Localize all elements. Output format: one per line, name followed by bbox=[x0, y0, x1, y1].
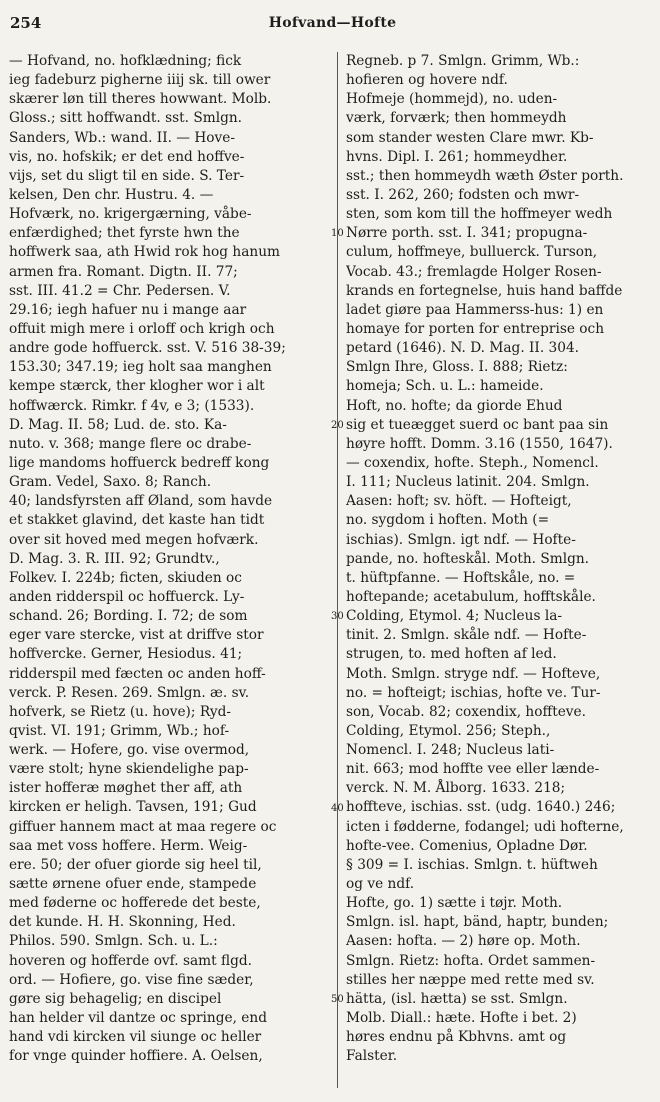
left-column-line: hoveren og hofferde ovf. samt flgd. bbox=[9, 952, 252, 969]
right-column-line: Molb. Diall.: hæte. Hofte i bet. 2) bbox=[346, 1010, 577, 1027]
line-number: 10 bbox=[331, 228, 344, 240]
left-column-line: Gram. Vedel, Saxo. 8; Ranch. bbox=[9, 474, 212, 491]
left-column-line: skærer løn till theres howwant. Molb. bbox=[9, 91, 272, 108]
line-number: 40 bbox=[331, 802, 344, 814]
left-column-line: 153.30; 347.19; ieg holt saa manghen bbox=[9, 359, 272, 376]
left-column-line: andre gode hoffuerck. sst. V. 516 38-39; bbox=[9, 340, 286, 357]
right-column-line: nit. 663; mod hoffte vee eller lænde- bbox=[346, 761, 600, 778]
left-column-line: 40; landsfyrsten aff Øland, som havde bbox=[9, 493, 273, 510]
left-column-line: det kunde. H. H. Skonning, Hed. bbox=[9, 914, 236, 931]
right-column-line: tinit. 2. Smlgn. skåle ndf. — Hofte- bbox=[346, 627, 587, 644]
right-column-line: Colding, Etymol. 4; Nucleus la- bbox=[346, 608, 562, 625]
left-column-line: — Hofvand, no. hofklædning; fick bbox=[9, 53, 242, 69]
right-column-line: hofieren og hovere ndf. bbox=[346, 72, 508, 89]
left-column-line: hoffvercke. Gerner, Hesiodus. 41; bbox=[9, 646, 243, 663]
left-column-line: vijs, set du sligt til en side. S. Ter- bbox=[9, 167, 245, 184]
left-column-line: over sit hoved med megen hofværk. bbox=[9, 531, 259, 548]
left-column-line: eger vare stercke, vist at driffve stor bbox=[9, 627, 264, 644]
right-column-line: homeja; Sch. u. L.: hameide. bbox=[346, 378, 544, 395]
right-column-line: no. sygdom i hoften. Moth (= bbox=[346, 512, 550, 529]
left-column-line: han helder vil dantze oc springe, end bbox=[9, 1010, 267, 1027]
left-column-line: ieg fadeburz pigherne iiij sk. till ower bbox=[9, 72, 271, 89]
left-column-line: enfærdighed; thet fyrste hwn the bbox=[9, 225, 240, 242]
line-number: 50 bbox=[331, 994, 344, 1006]
right-column-line: ischias). Smlgn. igt ndf. — Hofte- bbox=[346, 531, 576, 548]
right-column-line: hoffteve, ischias. sst. (udg. 1640.) 246; bbox=[346, 799, 616, 816]
right-column-line: sten, som kom till the hoffmeyer wedh bbox=[346, 206, 613, 223]
left-column-line: Sanders, Wb.: wand. II. — Hove- bbox=[9, 129, 235, 146]
right-column-line: ladet giøre paa Hammerss-hus: 1) en bbox=[346, 301, 604, 318]
page-number: 254 bbox=[10, 14, 42, 32]
right-column-line: homaye for porten for entreprise och bbox=[346, 320, 605, 337]
right-column-line: icten i fødderne, fodangel; udi hofterne, bbox=[346, 818, 624, 835]
right-column-line: Moth. Smlgn. stryge ndf. — Hofteve, bbox=[346, 665, 601, 682]
right-column-line: Falster. bbox=[346, 1048, 398, 1065]
right-column-line: værk, forværk; then hommeydh bbox=[346, 110, 567, 127]
right-column-line: Hoft, no. hofte; da giorde Ehud bbox=[346, 397, 563, 414]
left-column bbox=[9, 52, 331, 1066]
left-column-line: for vnge quinder hoffiere. A. Oelsen, bbox=[9, 1048, 263, 1065]
right-column-line: — coxendix, hofte. Steph., Nomencl. bbox=[346, 454, 599, 471]
column-divider bbox=[337, 52, 338, 1088]
page-header bbox=[10, 6, 655, 36]
left-column-line: hoffwerk saa, ath Hwid rok hog hanum bbox=[9, 244, 280, 261]
right-column-line: Regneb. p 7. Smlgn. Grimm, Wb.: bbox=[346, 53, 580, 69]
right-column-line: sst.; then hommeydh wæth Øster porth. bbox=[346, 167, 624, 184]
right-column-line: hoftepande; acetabulum, hofftskåle. bbox=[346, 588, 596, 605]
running-head: Hofvand—Hofte bbox=[268, 15, 397, 31]
left-column-line: saa met voss hoffere. Herm. Weig- bbox=[9, 837, 248, 854]
right-column-line: Smlgn. Rietz: hofta. Ordet sammen- bbox=[346, 952, 596, 969]
right-column-line: Aasen: hofta. — 2) høre op. Moth. bbox=[346, 933, 581, 950]
left-column-line: ere. 50; der ofuer giorde sig heel til, bbox=[9, 856, 262, 873]
right-column-line: som stander westen Clare mwr. Kb- bbox=[346, 129, 594, 146]
right-column-line: Hofte, go. 1) sætte i tøjr. Moth. bbox=[346, 895, 563, 912]
right-column-line: høyre hofft. Domm. 3.16 (1550, 1647). bbox=[346, 435, 613, 452]
left-column-line: Hofværk, no. krigergærning, våbe- bbox=[9, 206, 252, 223]
left-column-line: schand. 26; Bording. I. 72; de som bbox=[9, 608, 248, 625]
left-column-line: kircken er heligh. Tavsen, 191; Gud bbox=[9, 799, 257, 816]
right-column-line: petard (1646). N. D. Mag. II. 304. bbox=[346, 340, 580, 357]
right-column-line: Smlgn. isl. hapt, bänd, haptr, bunden; bbox=[346, 914, 609, 931]
right-column-line: t. hüftpfanne. — Hoftskåle, no. = bbox=[346, 569, 576, 586]
right-column-line: Vocab. 43.; fremlagde Holger Rosen- bbox=[346, 263, 602, 280]
left-column-line: kelsen, Den chr. Hustru. 4. — bbox=[9, 186, 214, 203]
right-column-line: Hofmeje (hommejd), no. uden- bbox=[346, 91, 558, 108]
left-column-line: Gloss.; sitt hoffwandt. sst. Smlgn. bbox=[9, 110, 243, 127]
line-number: 20 bbox=[331, 419, 344, 431]
line-number: 30 bbox=[331, 611, 344, 623]
right-column-line: no. = hofteigt; ischias, hofte ve. Tur- bbox=[346, 684, 601, 701]
right-column-line: stilles her næppe med rette med sv. bbox=[346, 971, 595, 988]
right-column-line: og ve ndf. bbox=[346, 876, 415, 893]
left-column-line: hofverk, se Rietz (u. hove); Ryd- bbox=[9, 703, 232, 720]
left-column-line: qvist. VI. 191; Grimm, Wb.; hof- bbox=[9, 722, 230, 739]
left-column-line: gøre sig behagelig; en discipel bbox=[9, 990, 222, 1007]
right-column-line: § 309 = I. ischias. Smlgn. t. hüftweh bbox=[346, 856, 598, 873]
left-column-line: ister hofferæ møghet ther aff, ath bbox=[9, 780, 243, 797]
left-column-line: hoffwærck. Rimkr. f 4v, e 3; (1533). bbox=[9, 397, 255, 414]
right-column-line: Smlgn Ihre, Gloss. I. 888; Rietz: bbox=[346, 359, 568, 376]
right-column-line: krands en fortegnelse, huis hand baffde bbox=[346, 282, 623, 299]
left-column-line: ord. — Hofiere, go. vise fine sæder, bbox=[9, 971, 254, 988]
left-column-line: werk. — Hofere, go. vise overmod, bbox=[9, 742, 250, 759]
left-column-line: Philos. 590. Smlgn. Sch. u. L.: bbox=[9, 933, 218, 950]
right-column-line: Nørre porth. sst. I. 341; propugna- bbox=[346, 225, 588, 242]
left-column-line: verck. P. Resen. 269. Smlgn. æ. sv. bbox=[9, 684, 250, 701]
left-column-line: armen fra. Romant. Digtn. II. 77; bbox=[9, 263, 238, 280]
left-column-line: være stolt; hyne skiendelighe pap- bbox=[9, 761, 249, 778]
right-column-line: son, Vocab. 82; coxendix, hoffteve. bbox=[346, 703, 586, 720]
left-column-line: kempe stærck, ther klogher wor i alt bbox=[9, 378, 265, 395]
right-column bbox=[346, 52, 652, 1066]
left-column-line: D. Mag. 3. R. III. 92; Grundtv., bbox=[9, 550, 220, 567]
left-column-line: Folkev. I. 224b; ficten, skiuden oc bbox=[9, 569, 242, 586]
right-column-line: Nomencl. I. 248; Nucleus lati- bbox=[346, 742, 555, 759]
right-column-line: høres endnu på Kbhvns. amt og bbox=[346, 1029, 567, 1046]
left-column-line: anden ridderspil oc hoffuerck. Ly- bbox=[9, 588, 245, 605]
left-column-line: lige mandoms hoffuerck bedreff kong bbox=[9, 454, 270, 471]
right-column-line: hätta, (isl. hætta) se sst. Smlgn. bbox=[346, 990, 568, 1007]
right-column-line: hvns. Dipl. I. 261; hommeydher. bbox=[346, 148, 568, 165]
left-column-line: vis, no. hofskik; er det end hoffve- bbox=[9, 148, 245, 165]
left-column-line: offuit migh mere i orloff och krigh och bbox=[9, 320, 275, 337]
right-column-line: pande, no. hofteskål. Moth. Smlgn. bbox=[346, 550, 590, 567]
right-column-line: Aasen: hoft; sv. höft. — Hofteigt, bbox=[346, 493, 572, 510]
left-column-line: sst. III. 41.2 = Chr. Pedersen. V. bbox=[9, 282, 231, 299]
left-column-line: 29.16; iegh hafuer nu i mange aar bbox=[9, 301, 247, 318]
right-column-line: Colding, Etymol. 256; Steph., bbox=[346, 722, 551, 739]
left-column-line: ridderspil med fæcten oc anden hoff- bbox=[9, 665, 266, 682]
left-column-line: giffuer hannem mact at maa regere oc bbox=[9, 818, 277, 835]
left-column-line: sætte ørnene ofuer ende, stampede bbox=[9, 876, 257, 893]
right-column-line: culum, hoffmeye, bulluerck. Turson, bbox=[346, 244, 598, 261]
right-column-line: strugen, to. med hoften af led. bbox=[346, 646, 557, 663]
left-column-line: med føderne oc hofferede det beste, bbox=[9, 895, 261, 912]
right-column-line: sig et tueægget suerd oc bant paa sin bbox=[346, 416, 609, 433]
right-column-line: sst. I. 262, 260; fodsten och mwr- bbox=[346, 186, 580, 203]
right-column-line: verck. N. M. Ålborg. 1633. 218; bbox=[346, 780, 566, 797]
left-column-line: hand vdi kircken vil siunge oc heller bbox=[9, 1029, 262, 1046]
right-column-line: hofte-vee. Comenius, Opladne Dør. bbox=[346, 837, 588, 854]
left-column-line: nuto. v. 368; mange flere oc drabe- bbox=[9, 435, 252, 452]
left-column-line: et stakket glavind, det kaste han tidt bbox=[9, 512, 265, 529]
right-column-line: I. 111; Nucleus latinit. 204. Smlgn. bbox=[346, 474, 590, 491]
left-column-line: D. Mag. II. 58; Lud. de. sto. Ka- bbox=[9, 416, 227, 433]
